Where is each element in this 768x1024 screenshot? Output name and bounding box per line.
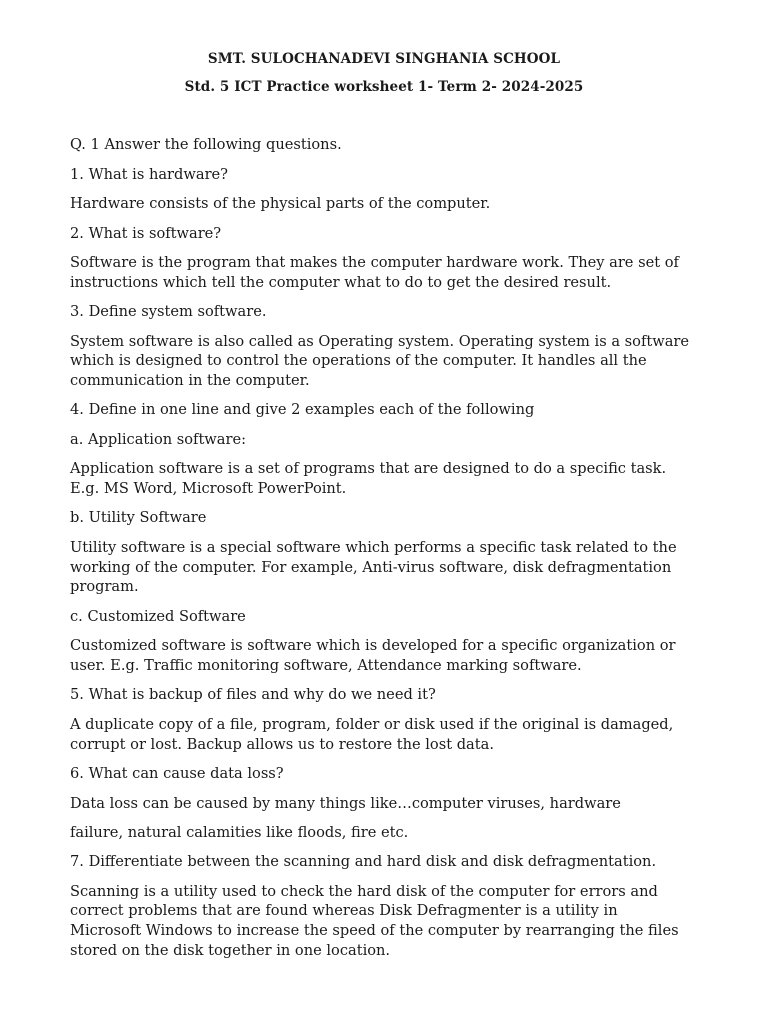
answer-4b-line-3: program. (70, 578, 139, 595)
answer-7-line-4: stored on the disk together in one location. (70, 942, 391, 959)
question-3: 3. Define system software. (70, 303, 267, 320)
answer-3-line-3: communication in the computer. (70, 372, 310, 389)
section-heading-q1: Q. 1 Answer the following questions. (70, 136, 342, 153)
answer-3-line-2: which is designed to control the operations of the computer. It handles all the (70, 352, 647, 369)
answer-2-line-1: Software is the program that makes the computer hardware work. They are set of (70, 254, 679, 271)
answer-1-line-1: Hardware consists of the physical parts of the computer. (70, 195, 491, 212)
question-4c: c. Customized Software (70, 608, 246, 625)
question-4: 4. Define in one line and give 2 examples each of the following (70, 401, 535, 418)
answer-5-line-1: A duplicate copy of a file, program, folder or disk used if the original is damaged, (70, 716, 674, 733)
answer-6-line-1: Data loss can be caused by many things like…computer viruses, hardware (70, 795, 621, 812)
question-7: 7. Differentiate between the scanning and hard disk and disk defragmentation. (70, 853, 657, 870)
answer-4c-line-2: user. E.g. Traffic monitoring software, Attendance marking software. (70, 657, 582, 674)
question-4b: b. Utility Software (70, 509, 207, 526)
answer-5-line-2: corrupt or lost. Backup allows us to restore the lost data. (70, 736, 494, 753)
worksheet-subtitle: Std. 5 ICT Practice worksheet 1- Term 2- 2024-2025 (184, 79, 584, 95)
question-6: 6. What can cause data loss? (70, 765, 284, 782)
answer-3-line-1: System software is also called as Operating system. Operating system is a software (70, 333, 690, 350)
answer-7-line-2: correct problems that are found whereas Disk Defragmenter is a utility in (70, 902, 618, 919)
answer-2-line-2: instructions which tell the computer what to do to get the desired result. (70, 274, 612, 291)
school-name-heading: SMT. SULOCHANADEVI SINGHANIA SCHOOL (207, 51, 561, 67)
answer-7-line-1: Scanning is a utility used to check the hard disk of the computer for errors and (70, 883, 658, 900)
question-4a: a. Application software: (70, 431, 247, 448)
question-2: 2. What is software? (70, 225, 222, 242)
answer-4a-line-2: E.g. MS Word, Microsoft PowerPoint. (70, 480, 347, 497)
question-1: 1. What is hardware? (70, 166, 229, 183)
answer-6-line-2: failure, natural calamities like floods, fire etc. (70, 824, 409, 841)
answer-4b-line-1: Utility software is a special software which performs a specific task related to the (70, 539, 677, 556)
answer-4a-line-1: Application software is a set of programs that are designed to do a specific task. (70, 460, 667, 477)
answer-7-line-3: Microsoft Windows to increase the speed of the computer by rearranging the files (70, 922, 679, 939)
answer-4c-line-1: Customized software is software which is developed for a specific organization or (70, 637, 676, 654)
question-5: 5. What is backup of files and why do we need it? (70, 686, 436, 703)
answer-4b-line-2: working of the computer. For example, Anti-virus software, disk defragmentation (70, 559, 672, 576)
